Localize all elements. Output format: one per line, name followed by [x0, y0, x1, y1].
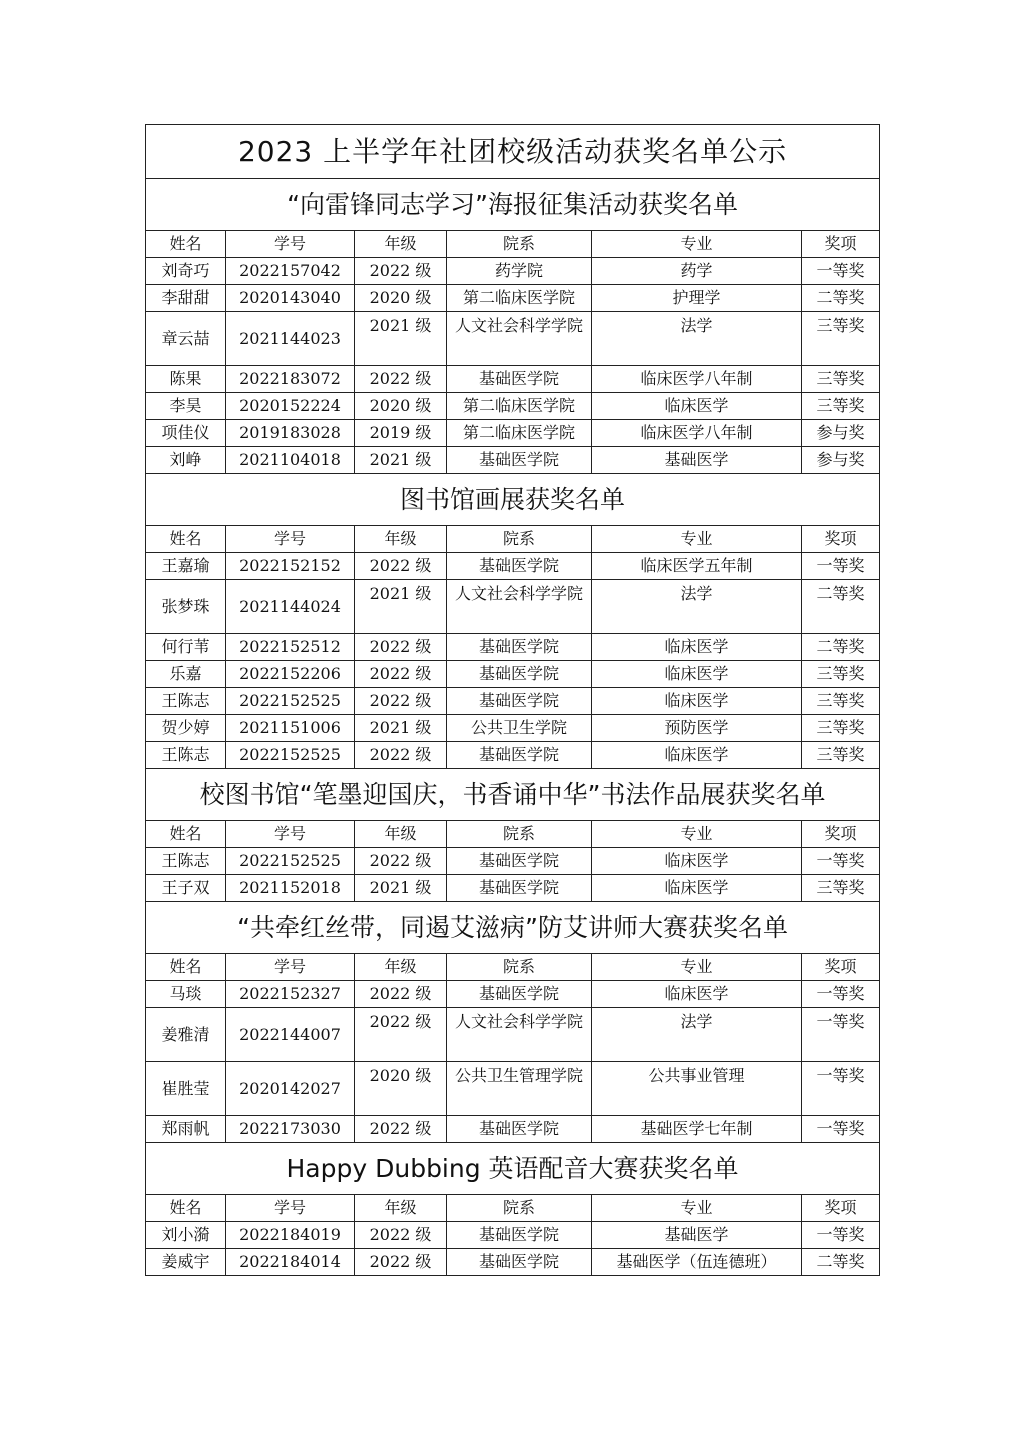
major-cell: 护理学 [592, 285, 802, 312]
student-name-cell: 王子双 [146, 875, 226, 902]
header-department: 院系 [447, 231, 592, 258]
header-award: 奖项 [802, 231, 880, 258]
section-title: 图书馆画展获奖名单 [146, 474, 880, 526]
table-row [146, 981, 880, 1008]
award-cell: 三等奖 [802, 366, 880, 393]
header-grade: 年级 [355, 954, 447, 981]
grade-cell: 2022 级 [355, 1008, 447, 1062]
student-id-cell: 2020152224 [226, 393, 355, 420]
section-title-row [146, 179, 880, 231]
section-title: “共牵红丝带，同遏艾滋病”防艾讲师大赛获奖名单 [146, 902, 880, 954]
header-department: 院系 [447, 526, 592, 553]
header-name: 姓名 [146, 821, 226, 848]
department-cell: 基础医学院 [447, 688, 592, 715]
grade-cell: 2022 级 [355, 1116, 447, 1143]
department-cell: 第二临床医学院 [447, 420, 592, 447]
table-row [146, 1062, 880, 1116]
grade-cell: 2022 级 [355, 848, 447, 875]
major-cell: 法学 [592, 1008, 802, 1062]
major-cell: 临床医学 [592, 688, 802, 715]
student-name-cell: 王陈志 [146, 688, 226, 715]
document-title: 2023 上半学年社团校级活动获奖名单公示 [146, 125, 880, 179]
award-cell: 一等奖 [802, 1116, 880, 1143]
award-cell: 一等奖 [802, 258, 880, 285]
column-header-row [146, 954, 880, 981]
student-id-cell: 2022184014 [226, 1249, 355, 1276]
department-cell: 公共卫生学院 [447, 715, 592, 742]
student-id-cell: 2021144024 [226, 580, 355, 634]
section-title: 校图书馆“笔墨迎国庆，书香诵中华”书法作品展获奖名单 [146, 769, 880, 821]
department-cell: 基础医学院 [447, 1222, 592, 1249]
header-major: 专业 [592, 1195, 802, 1222]
department-cell: 人文社会科学学院 [447, 1008, 592, 1062]
major-cell: 预防医学 [592, 715, 802, 742]
table-row [146, 742, 880, 769]
award-cell: 一等奖 [802, 553, 880, 580]
column-header-row [146, 231, 880, 258]
major-cell: 基础医学（伍连德班） [592, 1249, 802, 1276]
student-id-cell: 2019183028 [226, 420, 355, 447]
grade-cell: 2021 级 [355, 580, 447, 634]
student-name-cell: 章云喆 [146, 312, 226, 366]
award-cell: 一等奖 [802, 1062, 880, 1116]
header-major: 专业 [592, 954, 802, 981]
section-title-row [146, 902, 880, 954]
header-grade: 年级 [355, 231, 447, 258]
department-cell: 基础医学院 [447, 742, 592, 769]
student-id-cell: 2022152206 [226, 661, 355, 688]
major-cell: 临床医学 [592, 634, 802, 661]
award-cell: 三等奖 [802, 875, 880, 902]
student-id-cell: 2022152327 [226, 981, 355, 1008]
column-header-row [146, 1195, 880, 1222]
document-title-row [146, 125, 880, 179]
department-cell: 基础医学院 [447, 553, 592, 580]
table-row [146, 580, 880, 634]
major-cell: 法学 [592, 580, 802, 634]
header-grade: 年级 [355, 526, 447, 553]
student-name-cell: 李甜甜 [146, 285, 226, 312]
student-id-cell: 2022157042 [226, 258, 355, 285]
grade-cell: 2022 级 [355, 634, 447, 661]
major-cell: 药学 [592, 258, 802, 285]
column-header-row [146, 821, 880, 848]
table-row [146, 688, 880, 715]
award-cell: 一等奖 [802, 1008, 880, 1062]
student-id-cell: 2022152525 [226, 742, 355, 769]
award-cell: 二等奖 [802, 634, 880, 661]
header-major: 专业 [592, 821, 802, 848]
grade-cell: 2021 级 [355, 715, 447, 742]
student-name-cell: 陈果 [146, 366, 226, 393]
header-name: 姓名 [146, 526, 226, 553]
major-cell: 临床医学八年制 [592, 366, 802, 393]
section-title-row [146, 1143, 880, 1195]
grade-cell: 2021 级 [355, 447, 447, 474]
header-award: 奖项 [802, 954, 880, 981]
student-name-cell: 贺少婷 [146, 715, 226, 742]
student-id-cell: 2021151006 [226, 715, 355, 742]
student-name-cell: 王嘉瑜 [146, 553, 226, 580]
header-major: 专业 [592, 526, 802, 553]
table-row [146, 312, 880, 366]
department-cell: 基础医学院 [447, 848, 592, 875]
student-name-cell: 刘峥 [146, 447, 226, 474]
student-name-cell: 李昊 [146, 393, 226, 420]
header-student-id: 学号 [226, 231, 355, 258]
grade-cell: 2022 级 [355, 366, 447, 393]
award-cell: 二等奖 [802, 580, 880, 634]
student-id-cell: 2022152525 [226, 848, 355, 875]
header-student-id: 学号 [226, 1195, 355, 1222]
table-row [146, 715, 880, 742]
table-row [146, 875, 880, 902]
table-row [146, 420, 880, 447]
table-row [146, 285, 880, 312]
student-id-cell: 2022173030 [226, 1116, 355, 1143]
student-name-cell: 项佳仪 [146, 420, 226, 447]
table-row [146, 258, 880, 285]
major-cell: 基础医学 [592, 447, 802, 474]
student-name-cell: 姜雅清 [146, 1008, 226, 1062]
grade-cell: 2020 级 [355, 393, 447, 420]
header-grade: 年级 [355, 821, 447, 848]
major-cell: 临床医学 [592, 661, 802, 688]
header-major: 专业 [592, 231, 802, 258]
grade-cell: 2021 级 [355, 312, 447, 366]
table-row [146, 1116, 880, 1143]
award-cell: 一等奖 [802, 1222, 880, 1249]
student-id-cell: 2020143040 [226, 285, 355, 312]
grade-cell: 2022 级 [355, 661, 447, 688]
table-row [146, 393, 880, 420]
student-name-cell: 王陈志 [146, 848, 226, 875]
award-cell: 三等奖 [802, 742, 880, 769]
student-id-cell: 2020142027 [226, 1062, 355, 1116]
student-id-cell: 2022152512 [226, 634, 355, 661]
header-department: 院系 [447, 1195, 592, 1222]
student-id-cell: 2021104018 [226, 447, 355, 474]
header-department: 院系 [447, 954, 592, 981]
major-cell: 公共事业管理 [592, 1062, 802, 1116]
award-cell: 二等奖 [802, 1249, 880, 1276]
department-cell: 公共卫生管理学院 [447, 1062, 592, 1116]
table-row [146, 447, 880, 474]
header-award: 奖项 [802, 821, 880, 848]
student-name-cell: 姜威宇 [146, 1249, 226, 1276]
award-cell: 三等奖 [802, 393, 880, 420]
department-cell: 药学院 [447, 258, 592, 285]
section-title-row [146, 769, 880, 821]
header-student-id: 学号 [226, 954, 355, 981]
major-cell: 临床医学八年制 [592, 420, 802, 447]
header-name: 姓名 [146, 231, 226, 258]
student-name-cell: 刘奇巧 [146, 258, 226, 285]
grade-cell: 2022 级 [355, 981, 447, 1008]
award-table [145, 124, 880, 1276]
grade-cell: 2020 级 [355, 1062, 447, 1116]
student-id-cell: 2021152018 [226, 875, 355, 902]
table-row [146, 634, 880, 661]
table-row [146, 661, 880, 688]
student-id-cell: 2022183072 [226, 366, 355, 393]
award-cell: 三等奖 [802, 312, 880, 366]
student-name-cell: 何行苇 [146, 634, 226, 661]
award-cell: 一等奖 [802, 981, 880, 1008]
header-student-id: 学号 [226, 821, 355, 848]
major-cell: 临床医学 [592, 848, 802, 875]
header-name: 姓名 [146, 1195, 226, 1222]
student-id-cell: 2021144023 [226, 312, 355, 366]
major-cell: 临床医学 [592, 981, 802, 1008]
student-id-cell: 2022144007 [226, 1008, 355, 1062]
header-award: 奖项 [802, 1195, 880, 1222]
department-cell: 人文社会科学学院 [447, 580, 592, 634]
column-header-row [146, 526, 880, 553]
major-cell: 临床医学 [592, 393, 802, 420]
section-title: Happy Dubbing 英语配音大赛获奖名单 [146, 1143, 880, 1195]
header-department: 院系 [447, 821, 592, 848]
table-row [146, 1008, 880, 1062]
major-cell: 临床医学 [592, 742, 802, 769]
award-cell: 三等奖 [802, 661, 880, 688]
major-cell: 临床医学 [592, 875, 802, 902]
header-award: 奖项 [802, 526, 880, 553]
student-name-cell: 刘小漪 [146, 1222, 226, 1249]
student-name-cell: 乐嘉 [146, 661, 226, 688]
grade-cell: 2022 级 [355, 688, 447, 715]
student-name-cell: 崔胜莹 [146, 1062, 226, 1116]
department-cell: 基础医学院 [447, 447, 592, 474]
award-cell: 一等奖 [802, 848, 880, 875]
section-title-row [146, 474, 880, 526]
major-cell: 基础医学 [592, 1222, 802, 1249]
table-row [146, 848, 880, 875]
award-cell: 参与奖 [802, 420, 880, 447]
grade-cell: 2020 级 [355, 285, 447, 312]
award-cell: 三等奖 [802, 715, 880, 742]
grade-cell: 2019 级 [355, 420, 447, 447]
section-title: “向雷锋同志学习”海报征集活动获奖名单 [146, 179, 880, 231]
department-cell: 基础医学院 [447, 875, 592, 902]
department-cell: 基础医学院 [447, 981, 592, 1008]
student-name-cell: 郑雨帆 [146, 1116, 226, 1143]
student-id-cell: 2022184019 [226, 1222, 355, 1249]
department-cell: 基础医学院 [447, 1116, 592, 1143]
student-name-cell: 张梦珠 [146, 580, 226, 634]
grade-cell: 2022 级 [355, 1249, 447, 1276]
award-cell: 二等奖 [802, 285, 880, 312]
grade-cell: 2022 级 [355, 742, 447, 769]
header-name: 姓名 [146, 954, 226, 981]
header-student-id: 学号 [226, 526, 355, 553]
department-cell: 基础医学院 [447, 1249, 592, 1276]
student-name-cell: 王陈志 [146, 742, 226, 769]
table-row [146, 366, 880, 393]
department-cell: 基础医学院 [447, 634, 592, 661]
table-row [146, 1249, 880, 1276]
award-cell: 参与奖 [802, 447, 880, 474]
table-row [146, 553, 880, 580]
grade-cell: 2022 级 [355, 1222, 447, 1249]
student-id-cell: 2022152152 [226, 553, 355, 580]
department-cell: 基础医学院 [447, 661, 592, 688]
department-cell: 人文社会科学学院 [447, 312, 592, 366]
department-cell: 第二临床医学院 [447, 285, 592, 312]
department-cell: 第二临床医学院 [447, 393, 592, 420]
grade-cell: 2022 级 [355, 553, 447, 580]
grade-cell: 2022 级 [355, 258, 447, 285]
grade-cell: 2021 级 [355, 875, 447, 902]
student-name-cell: 马琰 [146, 981, 226, 1008]
award-list-document [145, 124, 879, 1276]
header-grade: 年级 [355, 1195, 447, 1222]
award-cell: 三等奖 [802, 688, 880, 715]
major-cell: 法学 [592, 312, 802, 366]
student-id-cell: 2022152525 [226, 688, 355, 715]
major-cell: 临床医学五年制 [592, 553, 802, 580]
department-cell: 基础医学院 [447, 366, 592, 393]
major-cell: 基础医学七年制 [592, 1116, 802, 1143]
table-row [146, 1222, 880, 1249]
